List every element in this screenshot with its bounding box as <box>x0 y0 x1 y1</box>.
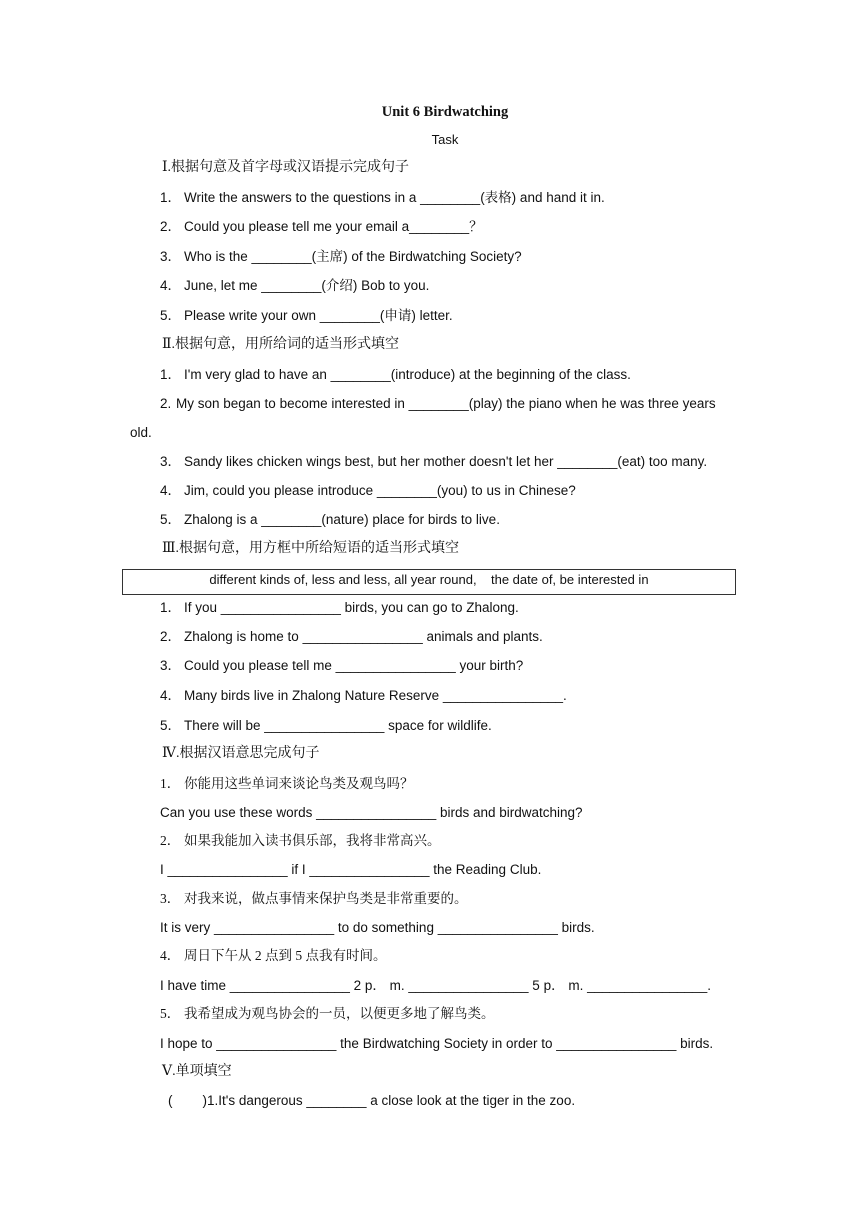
item-number: 2． <box>160 219 182 234</box>
s4-item-1-english: Can you use these words ________________ birds and birdwatching? <box>160 805 583 820</box>
item-number: 4． <box>160 483 182 498</box>
item-number: 3． <box>160 249 182 264</box>
s4-item-4-english: I have time ________________ 2 p． m. ________________ 5 p． m. ________________. <box>160 978 711 993</box>
s2-item-2 <box>160 395 716 413</box>
item-text: Sandy likes chicken wings best, but her mother doesn't let her ________(eat) too many. <box>184 454 708 469</box>
item-text: Write the answers to the questions in a ________(表格) and hand it in. <box>184 190 605 205</box>
item-number: 1． <box>160 367 182 382</box>
item-number: 5． <box>160 1006 181 1021</box>
item-number: 4． <box>160 278 182 293</box>
s2-item-4 <box>160 482 576 500</box>
s1-item-3 <box>160 248 522 266</box>
item-text: Jim, could you please introduce ________(you) to us in Chinese? <box>184 483 576 498</box>
s4-item-5-english: I hope to ________________ the Birdwatching Society in order to ________________ birds. <box>160 1036 714 1051</box>
s4-item-1-chinese <box>160 775 414 793</box>
page-subtitle: Task <box>431 132 459 147</box>
item-number: 5． <box>160 512 182 527</box>
item-text: If you ________________ birds, you can go to Zhalong. <box>184 600 519 615</box>
item-number: 5． <box>160 308 182 323</box>
item-chinese-text: 如果我能加入读书俱乐部，我将非常高兴。 <box>184 833 441 848</box>
item-text: My son began to become interested in ________(play) the piano when he was three years <box>176 396 716 411</box>
s4-item-5-chinese <box>160 1005 495 1023</box>
s2-item-2-continuation: old. <box>130 425 152 440</box>
section-3-heading: Ⅲ.根据句意，用方框中所给短语的适当形式填空 <box>162 541 459 556</box>
item-number: 4． <box>160 688 182 703</box>
s3-item-4 <box>160 687 567 705</box>
item-text: I'm very glad to have an ________(introduce) at the beginning of the class. <box>184 367 631 382</box>
s4-item-3-english: It is very ________________ to do something ________________ birds. <box>160 920 595 935</box>
item-number: 2． <box>160 629 182 644</box>
item-number: 4． <box>160 948 181 963</box>
item-number: 2. <box>160 396 172 411</box>
s1-item-4 <box>160 277 429 295</box>
item-number: 3． <box>160 891 181 906</box>
item-number: 3． <box>160 658 182 673</box>
page-title: Unit 6 Birdwatching <box>381 104 509 120</box>
section-1-heading: Ⅰ.根据句意及首字母或汉语提示完成句子 <box>162 160 410 175</box>
s1-item-5 <box>160 307 453 325</box>
s3-item-3 <box>160 657 523 675</box>
item-number: 1． <box>160 600 182 615</box>
s5-question-1: ( )1.It's dangerous ________ a close look at the tiger in the zoo. <box>168 1093 576 1108</box>
item-text: Zhalong is home to ________________ animals and plants. <box>184 629 543 644</box>
item-text: Zhalong is a ________(nature) place for birds to live. <box>184 512 500 527</box>
item-text: Could you please tell me ________________ your birth? <box>184 658 524 673</box>
item-chinese-text: 周日下午从 2 点到 5 点我有时间。 <box>184 948 387 963</box>
item-text: Could you please tell me your email a________？ <box>184 219 483 234</box>
s2-item-1 <box>160 366 631 384</box>
item-chinese-text: 对我来说，做点事情来保护鸟类是非常重要的。 <box>184 891 468 906</box>
s4-item-3-chinese <box>160 890 468 908</box>
section-4-heading: Ⅳ.根据汉语意思完成句子 <box>162 746 320 761</box>
item-text: Many birds live in Zhalong Nature Reserve ________________. <box>184 688 567 703</box>
s3-item-1 <box>160 599 519 617</box>
section-2-heading: Ⅱ.根据句意，用所给词的适当形式填空 <box>162 337 400 352</box>
item-chinese-text: 你能用这些单词来谈论鸟类及观鸟吗？ <box>184 776 414 791</box>
phrase-box <box>122 569 736 595</box>
item-text: June, let me ________(介绍) Bob to you. <box>184 278 430 293</box>
s3-item-2 <box>160 628 543 646</box>
section-5-heading: Ⅴ.单项填空 <box>162 1064 232 1079</box>
item-number: 5． <box>160 718 182 733</box>
s3-item-5 <box>160 717 492 735</box>
item-number: 1． <box>160 776 181 791</box>
s2-item-3 <box>160 453 707 471</box>
item-number: 3． <box>160 454 182 469</box>
phrase-box-text: different kinds of, less and less, all year round, the date of, be interested in <box>209 572 649 587</box>
item-number: 1． <box>160 190 182 205</box>
s4-item-2-chinese <box>160 832 441 850</box>
item-text: Who is the ________(主席) of the Birdwatching Society? <box>184 249 522 264</box>
item-chinese-text: 我希望成为观鸟协会的一员，以便更多地了解鸟类。 <box>184 1006 495 1021</box>
s4-item-2-english: I ________________ if I ________________ the Reading Club. <box>160 862 542 877</box>
s1-item-2 <box>160 218 483 236</box>
s4-item-4-chinese <box>160 947 387 965</box>
s2-item-5 <box>160 511 500 529</box>
item-text: Please write your own ________(申请) letter. <box>184 308 453 323</box>
item-number: 2． <box>160 833 181 848</box>
item-text: There will be ________________ space for wildlife. <box>184 718 492 733</box>
s1-item-1 <box>160 189 605 207</box>
